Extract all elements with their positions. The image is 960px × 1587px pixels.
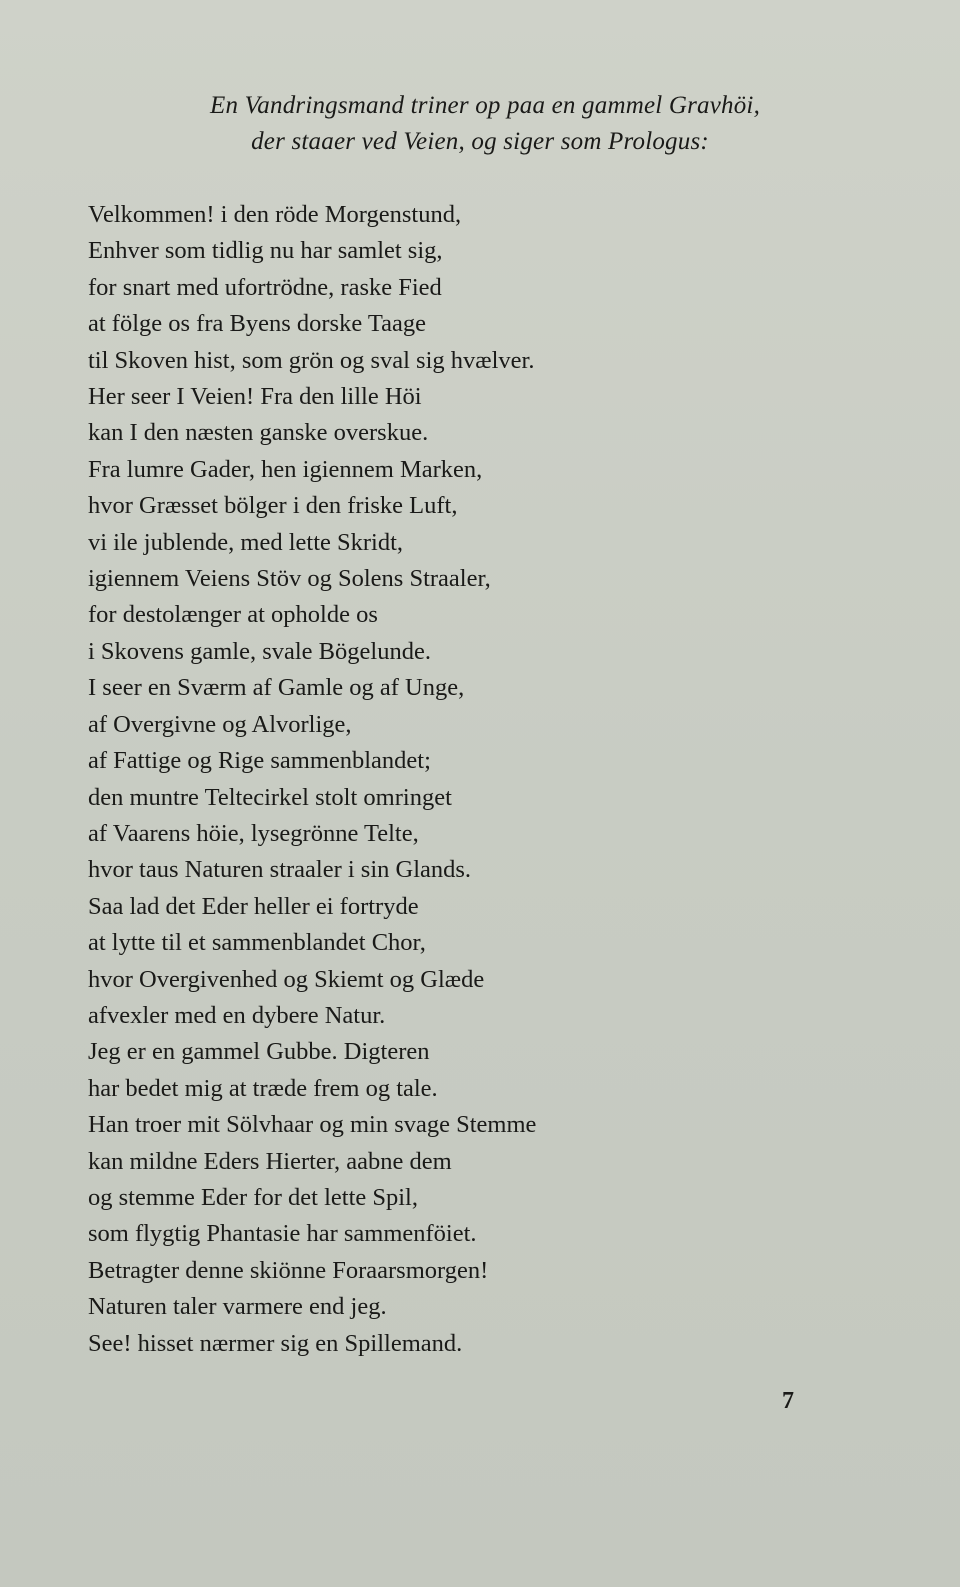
- verse-line: Betragter denne skiönne Foraarsmorgen!: [88, 1256, 489, 1284]
- verse-line: hvor Overgivenhed og Skiemt og Glæde: [88, 965, 485, 993]
- verse-line: for snart med ufortrödne, raske Fied: [88, 273, 442, 301]
- verse-line: af Fattige og Rige sammenblandet;: [88, 747, 431, 775]
- verse-line: Her seer I Veien! Fra den lille Höi: [88, 383, 422, 411]
- verse-line: til Skoven hist, som grön og sval sig hvælver.: [88, 346, 535, 374]
- verse-line: Velkommen! i den röde Morgenstund,: [88, 201, 462, 228]
- verse-line: I seer en Sværm af Gamle og af Unge,: [88, 674, 465, 702]
- verse-line: Fra lumre Gader, hen igiennem Marken,: [88, 455, 483, 483]
- verse-line: i Skovens gamle, svale Bögelunde.: [88, 637, 431, 665]
- stage-direction-line: der staaer ved Veien, og siger som Prologus:: [251, 128, 709, 155]
- verse-line: som flygtig Phantasie har sammenföiet.: [88, 1220, 477, 1248]
- verse-line: Jeg er en gammel Gubbe. Digteren: [88, 1038, 430, 1066]
- verse-line: kan mildne Eders Hierter, aabne dem: [88, 1147, 452, 1175]
- verse-line: at fölge os fra Byens dorske Taage: [88, 310, 426, 338]
- verse-line: See! hisset nærmer sig en Spillemand.: [88, 1329, 463, 1357]
- verse-line: hvor taus Naturen straaler i sin Glands.: [88, 856, 472, 884]
- verse-line: igiennem Veiens Stöv og Solens Straaler,: [88, 565, 491, 593]
- verse-line: af Overgivne og Alvorlige,: [88, 710, 352, 738]
- verse-line: af Vaarens höie, lysegrönne Telte,: [88, 819, 419, 847]
- verse-line: den muntre Teltecirkel stolt omringet: [88, 783, 452, 811]
- verse-line: vi ile jublende, med lette Skridt,: [88, 528, 404, 556]
- verse-line: Enhver som tidlig nu har samlet sig,: [88, 237, 443, 265]
- verse-line: Saa lad det Eder heller ei fortryde: [88, 892, 419, 920]
- stage-direction-line: En Vandringsmand triner op paa en gammel Gravhöi,: [209, 92, 761, 119]
- verse-line: at lytte til et sammenblandet Chor,: [88, 929, 426, 957]
- verse-line: afvexler med en dybere Natur.: [88, 1001, 386, 1029]
- verse-line: og stemme Eder for det lette Spil,: [88, 1183, 418, 1211]
- verse-line: har bedet mig at træde frem og tale.: [88, 1074, 438, 1102]
- verse-line: kan I den næsten ganske overskue.: [88, 419, 429, 447]
- stage-direction: [0, 88, 960, 160]
- verse-line: hvor Græsset bölger i den friske Luft,: [88, 492, 458, 520]
- prologue-verse: [88, 197, 536, 1362]
- verse-line: Han troer mit Sölvhaar og min svage Stemme: [88, 1111, 537, 1139]
- page-number: 7: [782, 1388, 794, 1414]
- verse-line: Naturen taler varmere end jeg.: [88, 1293, 387, 1321]
- verse-line: for destolænger at opholde os: [88, 601, 378, 629]
